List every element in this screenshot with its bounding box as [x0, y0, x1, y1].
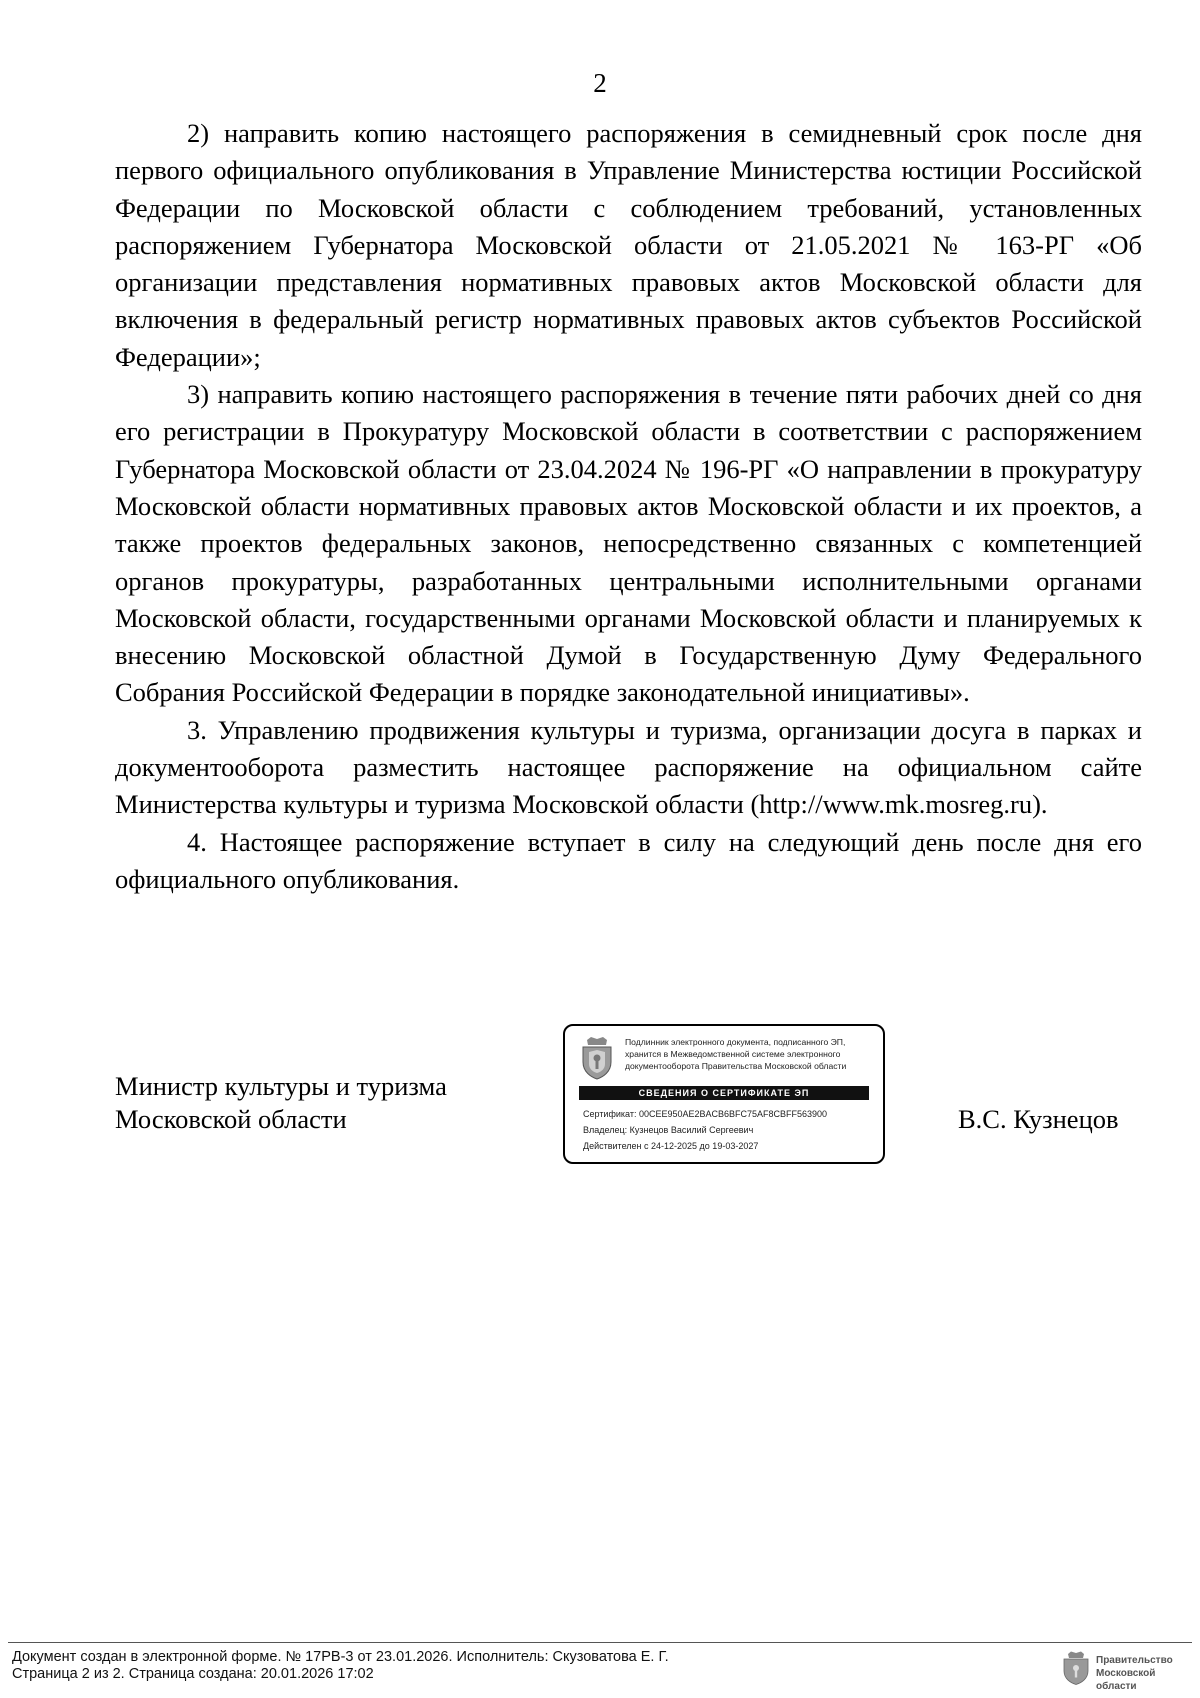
paragraph-item-3: 3) направить копию настоящего распоряжения в течение пяти рабочих дней со дня его регистрации в Прокуратуру Московской области в соответствии с распоряжением Губернатора Московской области от 23.04.2024 № 196-РГ «О направлении в прокуратуру Московской области нормативных правовых актов Московской области и их проектов, а также проектов федеральных законов, непосредственно связанных с компетенцией органов прокуратуры, разработанных центральными исполнительными органами Московской области, государственными органами Московской области и планируемых к внесению Московской областной Думой в Государственную Думу Федерального Собрания Российской Федерации в порядке законодательной инициативы». — [115, 379, 1142, 708]
stamp-certificate-header: СВЕДЕНИЯ О СЕРТИФИКАТЕ ЭП — [579, 1086, 869, 1100]
stamp-certificate-number: Сертификат: 00CEE950AE2BACB6BFC75AF8CBFF563900 — [583, 1109, 828, 1119]
stamp-notice-line1: Подлинник электронного документа, подписанного ЭП, — [625, 1037, 846, 1047]
stamp-notice-line3: документооборота Правительства Московской области — [625, 1061, 847, 1071]
footer-info — [12, 1649, 669, 1683]
signatory-position-line1: Министр культуры и туризма — [115, 1071, 447, 1101]
stamp-certificate-owner: Владелец: Кузнецов Василий Сергеевич — [583, 1125, 754, 1135]
paragraph-item-2: 2) направить копию настоящего распоряжения в семидневный срок после дня первого официального опубликования в Управление Министерства юстиции Российской Федерации по Московской области с соблюдением требований, установленных распоряжением Губернатора Московской области от 21.05.2021 № 163-РГ «Об организации представления нормативных правовых актов Московской области для включения в федеральный регистр нормативных правовых актов субъектов Российской Федерации»; — [115, 118, 1142, 372]
stamp-certificate-details — [583, 1106, 879, 1154]
footer-line1: Документ создан в электронной форме. № 17РВ-3 от 23.01.2026. Исполнитель: Скузоватова Е. Г. — [12, 1649, 669, 1665]
coat-of-arms-icon — [579, 1036, 615, 1080]
footer-divider — [8, 1642, 1192, 1643]
government-logo-text — [1096, 1654, 1192, 1693]
electronic-signature-stamp — [563, 1024, 885, 1164]
coat-of-arms-icon — [1062, 1651, 1090, 1685]
page-number: 2 — [593, 68, 607, 98]
government-logo — [1062, 1650, 1192, 1692]
document-body — [115, 115, 1142, 898]
signatory-position-line2: Московской области — [115, 1104, 347, 1134]
signatory-position — [115, 1070, 447, 1136]
footer-line2: Страница 2 из 2. Страница создана: 20.01.2026 17:02 — [12, 1666, 374, 1682]
paragraph-point-3: 3. Управлению продвижения культуры и туризма, организации досуга в парках и документооборота разместить настоящее распоряжение на официальном сайте Министерства культуры и туризма Московской области (http://www.mk.mosreg.ru). — [115, 714, 1142, 820]
government-logo-line1: Правительство — [1096, 1655, 1173, 1666]
government-logo-line2: Московской области — [1096, 1668, 1156, 1692]
paragraph-point-4: 4. Настоящее распоряжение вступает в силу на следующий день после дня его официального опубликования. — [115, 826, 1142, 894]
stamp-notice — [625, 1036, 881, 1072]
stamp-notice-line2: хранится в Межведомственной системе электронного — [625, 1049, 841, 1059]
signatory-name: В.С. Кузнецов — [958, 1104, 1119, 1134]
stamp-certificate-validity: Действителен с 24-12-2025 до 19-03-2027 — [583, 1141, 759, 1151]
